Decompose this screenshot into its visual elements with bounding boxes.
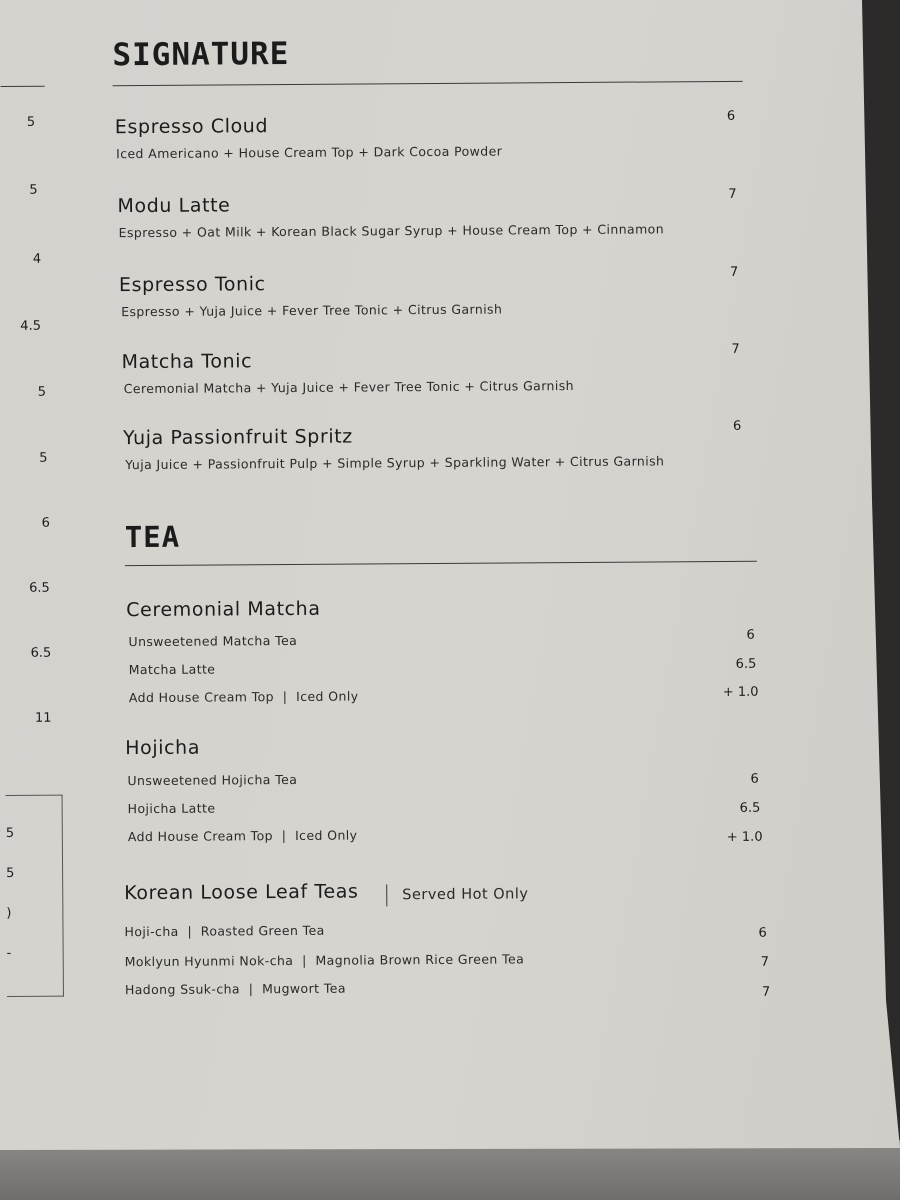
tea-line-price: 6: [746, 627, 755, 643]
tea-line-label: Add House Cream Top | Iced Only: [128, 688, 359, 706]
tea-line-label: Moklyun Hyunmi Nok-cha | Magnolia Brown Rice Green Tea: [124, 951, 525, 970]
tea-line-price: 6: [758, 925, 767, 941]
item-name: Modu Latte: [117, 194, 231, 218]
left-box-price: ): [6, 905, 12, 921]
tea-line-price: 6.5: [739, 800, 761, 816]
left-box-price: -: [6, 945, 12, 961]
left-price: 4.5: [20, 318, 42, 334]
tea-line-price: 7: [760, 954, 770, 970]
left-price: 5: [26, 114, 36, 130]
tea-line-price: + 1.0: [722, 684, 759, 700]
item-price: 7: [731, 341, 740, 357]
left-price: 5: [29, 182, 38, 198]
item-description: Espresso + Oat Milk + Korean Black Sugar Syrup + House Cream Top + Cinnamon: [118, 221, 665, 241]
left-price: 6.5: [29, 580, 50, 596]
left-price: 5: [39, 450, 48, 466]
left-price: 6: [41, 515, 50, 531]
served-note: Served Hot Only: [402, 886, 529, 904]
item-price: 7: [729, 264, 739, 280]
tea-line-label: Unsweetened Hojicha Tea: [127, 771, 298, 789]
tea-line-label: Matcha Latte: [128, 661, 216, 678]
tea-group-name: Korean Loose Leaf Teas: [124, 880, 359, 905]
item-name: Espresso Cloud: [114, 115, 269, 139]
left-rule: [1, 86, 45, 87]
left-price: 11: [34, 710, 52, 726]
item-price: 6: [726, 108, 736, 124]
tea-heading: TEA: [124, 519, 181, 555]
left-box-price: 5: [6, 865, 15, 881]
item-name: Matcha Tonic: [121, 350, 253, 374]
tea-line-price: 7: [761, 984, 771, 1000]
item-name: Yuja Passionfruit Spritz: [122, 425, 353, 450]
tea-line-label: Unsweetened Matcha Tea: [128, 632, 298, 650]
item-price: 6: [732, 418, 742, 434]
left-price: 6.5: [30, 645, 52, 661]
tea-line-label: Add House Cream Top | Iced Only: [127, 827, 358, 845]
tea-line-price: + 1.0: [726, 829, 763, 845]
tea-line-label: Hojicha Latte: [127, 800, 216, 817]
item-description: Yuja Juice + Passionfruit Pulp + Simple Syrup + Sparkling Water + Citrus Garnish: [125, 453, 665, 473]
item-description: Ceremonial Matcha + Yuja Juice + Fever Tree Tonic + Citrus Garnish: [123, 378, 574, 397]
left-price: 4: [32, 251, 42, 267]
item-description: Espresso + Yuja Juice + Fever Tree Tonic + Citrus Garnish: [121, 301, 503, 320]
tea-line-label: Hoji-cha | Roasted Green Tea: [124, 922, 325, 940]
tea-rule: [125, 561, 757, 566]
item-price: 7: [728, 186, 737, 202]
left-box: [6, 795, 64, 997]
tea-line-label: Hadong Ssuk-cha | Mugwort Tea: [124, 980, 346, 998]
signature-rule: [113, 81, 743, 86]
left-price: 5: [37, 384, 47, 400]
left-box-price: 5: [5, 825, 15, 841]
tea-group-name: Hojicha: [125, 736, 201, 760]
tea-line-price: 6: [750, 771, 759, 787]
divider: [386, 884, 387, 906]
item-description: Iced Americano + House Cream Top + Dark Cocoa Powder: [116, 143, 503, 162]
item-name: Espresso Tonic: [118, 273, 266, 297]
signature-heading: SIGNATURE: [112, 35, 290, 74]
tea-group-name: Ceremonial Matcha: [126, 597, 321, 622]
tea-line-price: 6.5: [735, 656, 757, 672]
